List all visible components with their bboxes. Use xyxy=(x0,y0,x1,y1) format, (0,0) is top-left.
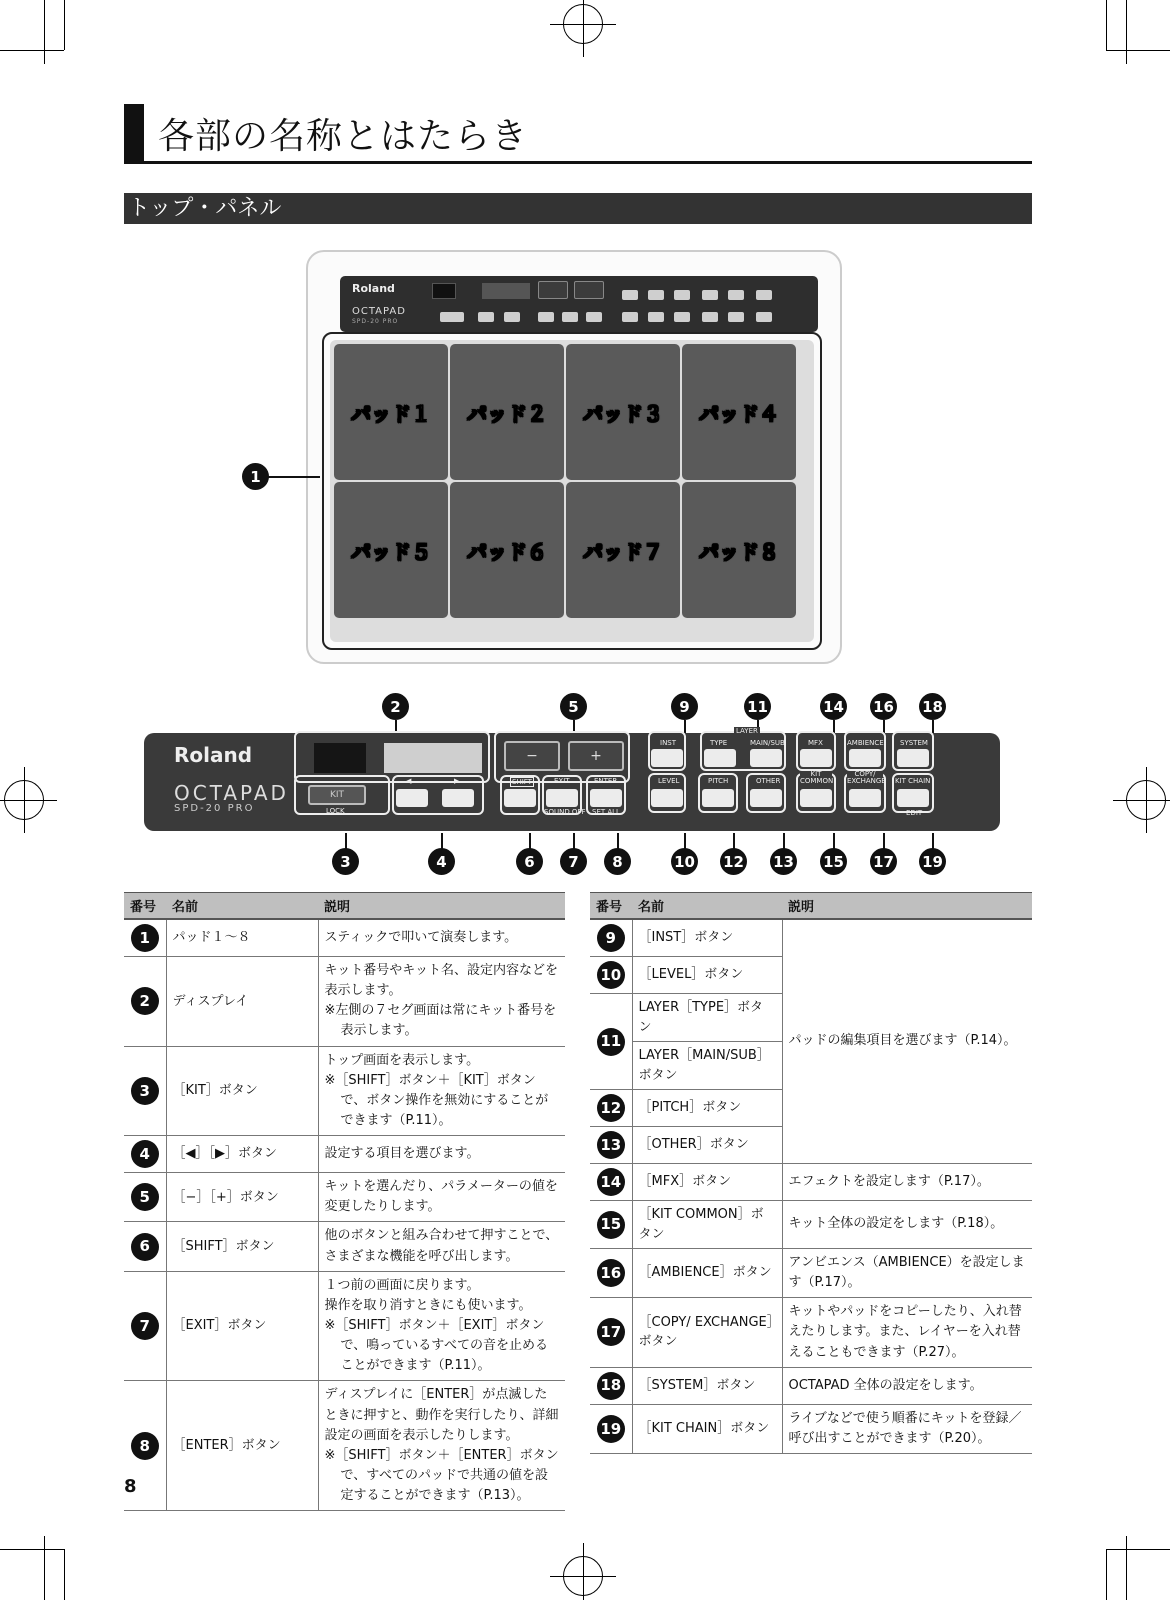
row-number-badge: 14 xyxy=(597,1168,625,1196)
row-number-badge: 9 xyxy=(597,924,625,952)
row-description: 操作を取り消すときにも使います。 xyxy=(324,1297,532,1313)
row-description: トップ画面を表示します。 xyxy=(324,1052,480,1068)
mfx-button[interactable] xyxy=(800,749,832,767)
inst-button[interactable] xyxy=(651,749,683,767)
row-number-badge: 5 xyxy=(131,1183,159,1211)
row-name: ［◀］［▶］ボタン xyxy=(166,1136,318,1173)
page-number: 8 xyxy=(124,1476,137,1497)
row-name: ［−］［+］ボタン xyxy=(166,1173,318,1222)
callout-badge-15: 15 xyxy=(820,848,847,875)
left-parts-table xyxy=(124,892,565,1511)
mini-shift-button xyxy=(538,312,554,322)
main-sub-label: MAIN/SUB xyxy=(750,739,785,747)
callout-line-7 xyxy=(573,833,575,849)
page-title: 各部の名称とはたらき xyxy=(158,116,529,157)
row-name: ［PITCH］ボタン xyxy=(632,1090,782,1127)
layer-main-sub-button[interactable] xyxy=(750,749,782,767)
callout-line-1 xyxy=(268,476,320,478)
table-row xyxy=(590,1249,1032,1298)
set-all-label: SET ALL xyxy=(592,808,620,816)
left-button[interactable] xyxy=(396,789,428,807)
mini-model-sub: SPD-20 PRO xyxy=(352,318,399,325)
pad-area xyxy=(322,332,822,650)
row-name: パッド１～８ xyxy=(166,919,318,957)
section-heading: トップ・パネル xyxy=(124,193,1032,224)
system-label: SYSTEM xyxy=(900,739,928,747)
table-row xyxy=(590,919,1032,957)
pitch-button[interactable] xyxy=(702,789,734,807)
row-description: 設定する項目を選びます。 xyxy=(324,1146,480,1162)
row-number-badge: 7 xyxy=(131,1312,159,1340)
callout-badge-13: 13 xyxy=(770,848,797,875)
callout-badge-3: 3 xyxy=(332,848,359,875)
row-number-badge: 6 xyxy=(131,1233,159,1261)
row-name: LAYER［TYPE］ボタン xyxy=(632,994,782,1042)
table-row xyxy=(590,1404,1032,1453)
row-note: ※［SHIFT］ボタン＋［EXIT］ボタンで、鳴っているすべての音を止めることができます（P.11）。 xyxy=(324,1317,548,1374)
header-name: 名前 xyxy=(166,893,318,920)
mfx-label: MFX xyxy=(808,739,823,747)
pad-8: パッド８ xyxy=(682,482,796,618)
row-description: OCTAPAD 全体の設定をします。 xyxy=(782,1367,1032,1404)
level-button[interactable] xyxy=(651,789,683,807)
brand-logo: Roland xyxy=(174,743,253,767)
mini-mfx-button xyxy=(702,290,718,300)
mini-model-logo: OCTAPAD xyxy=(352,306,406,317)
mini-7seg-display xyxy=(432,283,456,299)
mini-lcd-display xyxy=(482,283,530,299)
shift-button[interactable] xyxy=(504,789,536,807)
table-row xyxy=(124,919,565,957)
row-name: ［MFX］ボタン xyxy=(632,1164,782,1201)
header-number: 番号 xyxy=(590,893,632,920)
type-label: TYPE xyxy=(710,739,728,747)
row-number-badge: 16 xyxy=(597,1259,625,1287)
header-name: 名前 xyxy=(632,893,782,920)
callout-badge-2: 2 xyxy=(382,693,409,720)
callout-line-10 xyxy=(684,833,686,849)
inst-label: INST xyxy=(660,739,677,747)
callout-badge-17: 17 xyxy=(870,848,897,875)
row-description: 他のボタンと組み合わせて押すことで、さまざまな機能を呼び出します。 xyxy=(324,1228,559,1264)
mini-control-panel xyxy=(340,276,818,332)
row-number-badge: 15 xyxy=(597,1211,625,1239)
mini-other-button xyxy=(674,312,690,322)
row-number-badge: 11 xyxy=(597,1028,625,1056)
pad-1: パッド１ xyxy=(334,344,448,480)
row-number-badge: 18 xyxy=(597,1372,625,1400)
row-number-badge: 19 xyxy=(597,1415,625,1443)
callout-badge-14: 14 xyxy=(820,693,847,720)
lcd-display xyxy=(384,743,482,773)
callout-line-13 xyxy=(783,833,785,849)
row-name: ［SYSTEM］ボタン xyxy=(632,1367,782,1404)
lock-label: LOCK xyxy=(326,807,345,815)
mini-plus-button xyxy=(574,281,604,299)
row-name: ［KIT］ボタン xyxy=(166,1046,318,1136)
row-name: ディスプレイ xyxy=(166,957,318,1047)
pad-4: パッド４ xyxy=(682,344,796,480)
header-number: 番号 xyxy=(124,893,166,920)
row-description: ディスプレイに［ENTER］が点滅したときに押すと、動作を実行したり、詳細設定の画面を表示したりします。 xyxy=(324,1387,559,1443)
right-table-header-row xyxy=(590,893,1032,920)
mini-kit-common-button xyxy=(702,312,718,322)
row-number-badge: 12 xyxy=(597,1094,625,1122)
row-number-badge: 4 xyxy=(131,1140,159,1168)
mini-minus-button xyxy=(538,281,568,299)
callout-line-15 xyxy=(833,833,835,849)
row-number-badge: 10 xyxy=(597,961,625,989)
row-description: １つ前の画面に戻ります。 xyxy=(324,1277,480,1293)
table-row xyxy=(590,1367,1032,1404)
shift-label: SHIFT xyxy=(512,778,532,786)
header-description: 説明 xyxy=(782,893,1032,920)
row-number-badge: 8 xyxy=(131,1432,159,1460)
layer-type-button[interactable] xyxy=(704,749,736,767)
title-rule xyxy=(124,161,1032,164)
row-name: ［INST］ボタン xyxy=(632,919,782,957)
table-row xyxy=(124,1136,565,1173)
callout-line-19 xyxy=(932,833,934,849)
mini-kit-button xyxy=(440,312,464,322)
system-button[interactable] xyxy=(897,749,929,767)
pitch-label: PITCH xyxy=(708,777,729,785)
copy-exchange-button[interactable] xyxy=(849,789,881,807)
mini-level-button xyxy=(622,312,638,322)
minus-button[interactable]: − xyxy=(504,741,560,771)
right-button[interactable] xyxy=(442,789,474,807)
row-name: LAYER［MAIN/SUB］ボタン xyxy=(632,1042,782,1090)
mini-right-button xyxy=(504,312,520,322)
table-row xyxy=(124,1173,565,1222)
level-label: LEVEL xyxy=(658,777,680,785)
left-arrow-icon: ◀ xyxy=(406,777,412,785)
row-note: ※［SHIFT］ボタン＋［KIT］ボタンで、ボタン操作を無効にすることができます（P.11）。 xyxy=(324,1072,549,1128)
callout-badge-1: 1 xyxy=(242,463,269,490)
mini-mainsub-button xyxy=(674,290,690,300)
other-button[interactable] xyxy=(750,789,782,807)
callout-badge-16: 16 xyxy=(870,693,897,720)
callout-badge-18: 18 xyxy=(919,693,946,720)
row-description: アンビエンス（AMBIENCE）を設定します（P.17）。 xyxy=(782,1249,1032,1298)
row-name: ［COPY/ EXCHANGE］ボタン xyxy=(632,1298,782,1367)
row-description: キットやパッドをコピーしたり、入れ替えたりします。また、レイヤーを入れ替えることもできます（P.27）。 xyxy=(782,1298,1032,1367)
table-row xyxy=(124,1381,565,1511)
enter-button[interactable] xyxy=(590,789,622,807)
sound-off-label: SOUND OFF xyxy=(544,808,586,816)
callout-line-4 xyxy=(441,833,443,849)
table-row xyxy=(124,957,565,1047)
row-name: ［ENTER］ボタン xyxy=(166,1381,318,1511)
mini-exit-button xyxy=(562,312,578,322)
mini-brand-logo: Roland xyxy=(352,282,395,295)
row-description: ライブなどで使う順番にキットを登録／呼び出すことができます（P.20）。 xyxy=(782,1404,1032,1453)
right-arrow-icon: ▶ xyxy=(454,777,460,785)
other-label: OTHER xyxy=(756,777,781,785)
seven-seg-display xyxy=(314,743,366,773)
callout-badge-8: 8 xyxy=(604,848,631,875)
pad-6: パッド６ xyxy=(450,482,564,618)
model-logo: OCTAPAD xyxy=(174,781,289,805)
callout-badge-12: 12 xyxy=(720,848,747,875)
shared-description: パッドの編集項目を選びます（P.14）。 xyxy=(788,1033,1017,1049)
layer-label: LAYER xyxy=(736,727,758,735)
callout-badge-5: 5 xyxy=(560,693,587,720)
row-note: ※左側の７セグ画面は常にキット番号を表示します。 xyxy=(324,1003,557,1039)
pad-3: パッド３ xyxy=(566,344,680,480)
model-sub: SPD-20 PRO xyxy=(174,803,255,814)
callout-badge-4: 4 xyxy=(428,848,455,875)
mini-type-button xyxy=(648,290,664,300)
row-name: ［OTHER］ボタン xyxy=(632,1127,782,1164)
callout-line-6 xyxy=(529,833,531,849)
mini-inst-button xyxy=(622,290,638,300)
title-bar xyxy=(124,104,144,164)
row-description: スティックで叩いて演奏します。 xyxy=(324,929,518,945)
exit-label: EXIT xyxy=(554,777,570,785)
table-row xyxy=(124,1046,565,1136)
row-name: ［KIT CHAIN］ボタン xyxy=(632,1404,782,1453)
row-number-badge: 17 xyxy=(597,1318,625,1346)
pad-5: パッド５ xyxy=(334,482,448,618)
row-number-badge: 2 xyxy=(131,987,159,1015)
ambience-button[interactable] xyxy=(849,749,881,767)
kit-common-button[interactable] xyxy=(800,789,832,807)
mini-enter-button xyxy=(586,312,602,322)
header-description: 説明 xyxy=(318,893,565,920)
row-name: ［LEVEL］ボタン xyxy=(632,957,782,994)
row-description: キットを選んだり、パラメーターの値を変更したりします。 xyxy=(324,1179,558,1215)
row-name: ［AMBIENCE］ボタン xyxy=(632,1249,782,1298)
callout-badge-11: 11 xyxy=(744,693,771,720)
callout-badge-7: 7 xyxy=(560,848,587,875)
row-name: ［KIT COMMON］ボタン xyxy=(632,1201,782,1249)
row-number-badge: 13 xyxy=(597,1131,625,1159)
pad-2: パッド２ xyxy=(450,344,564,480)
kit-chain-button[interactable] xyxy=(897,789,929,807)
mini-copy-button xyxy=(728,312,744,322)
row-description: キット全体の設定をします（P.18）。 xyxy=(782,1201,1032,1249)
row-note: ※［SHIFT］ボタン＋［ENTER］ボタンで、すべてのパッドで共通の値を設定することができます（P.13）。 xyxy=(324,1447,559,1504)
ambience-label: AMBIENCE xyxy=(847,739,884,747)
mini-pitch-button xyxy=(648,312,664,322)
exit-button[interactable] xyxy=(546,789,578,807)
callout-badge-10: 10 xyxy=(671,848,698,875)
callout-line-12 xyxy=(733,833,735,849)
row-description: エフェクトを設定します（P.17）。 xyxy=(782,1164,1032,1201)
row-name: ［SHIFT］ボタン xyxy=(166,1222,318,1271)
mini-kit-chain-button xyxy=(756,312,772,322)
enter-label: ENTER xyxy=(594,777,618,785)
callout-line-17 xyxy=(883,833,885,849)
table-row xyxy=(590,1164,1032,1201)
row-description: キット番号やキット名、設定内容などを表示します。 xyxy=(324,963,558,999)
copy-exchange-label: COPY/ EXCHANGE xyxy=(847,770,886,785)
table-row xyxy=(124,1271,565,1381)
device-illustration xyxy=(306,250,842,664)
table-row xyxy=(124,1222,565,1271)
kit-chain-label: KIT CHAIN xyxy=(895,777,931,785)
callout-line-3 xyxy=(345,833,347,849)
kit-common-label: KIT COMMON xyxy=(800,770,834,785)
right-parts-table xyxy=(590,892,1032,1454)
callout-badge-19: 19 xyxy=(919,848,946,875)
pad-7: パッド７ xyxy=(566,482,680,618)
callout-badge-6: 6 xyxy=(516,848,543,875)
row-number-badge: 1 xyxy=(131,924,159,952)
kit-button[interactable]: KIT xyxy=(308,785,366,805)
mini-system-button xyxy=(756,290,772,300)
callout-line-8 xyxy=(617,833,619,849)
mini-left-button xyxy=(478,312,494,322)
table-row xyxy=(590,1298,1032,1367)
table-row xyxy=(590,1201,1032,1249)
mini-ambience-button xyxy=(728,290,744,300)
callout-badge-9: 9 xyxy=(671,693,698,720)
left-table-header-row xyxy=(124,893,565,920)
control-panel-closeup xyxy=(144,727,1000,831)
row-name: ［EXIT］ボタン xyxy=(166,1271,318,1381)
edit-label: EDIT xyxy=(906,809,923,817)
row-number-badge: 3 xyxy=(131,1077,159,1105)
plus-button[interactable]: + xyxy=(568,741,624,771)
